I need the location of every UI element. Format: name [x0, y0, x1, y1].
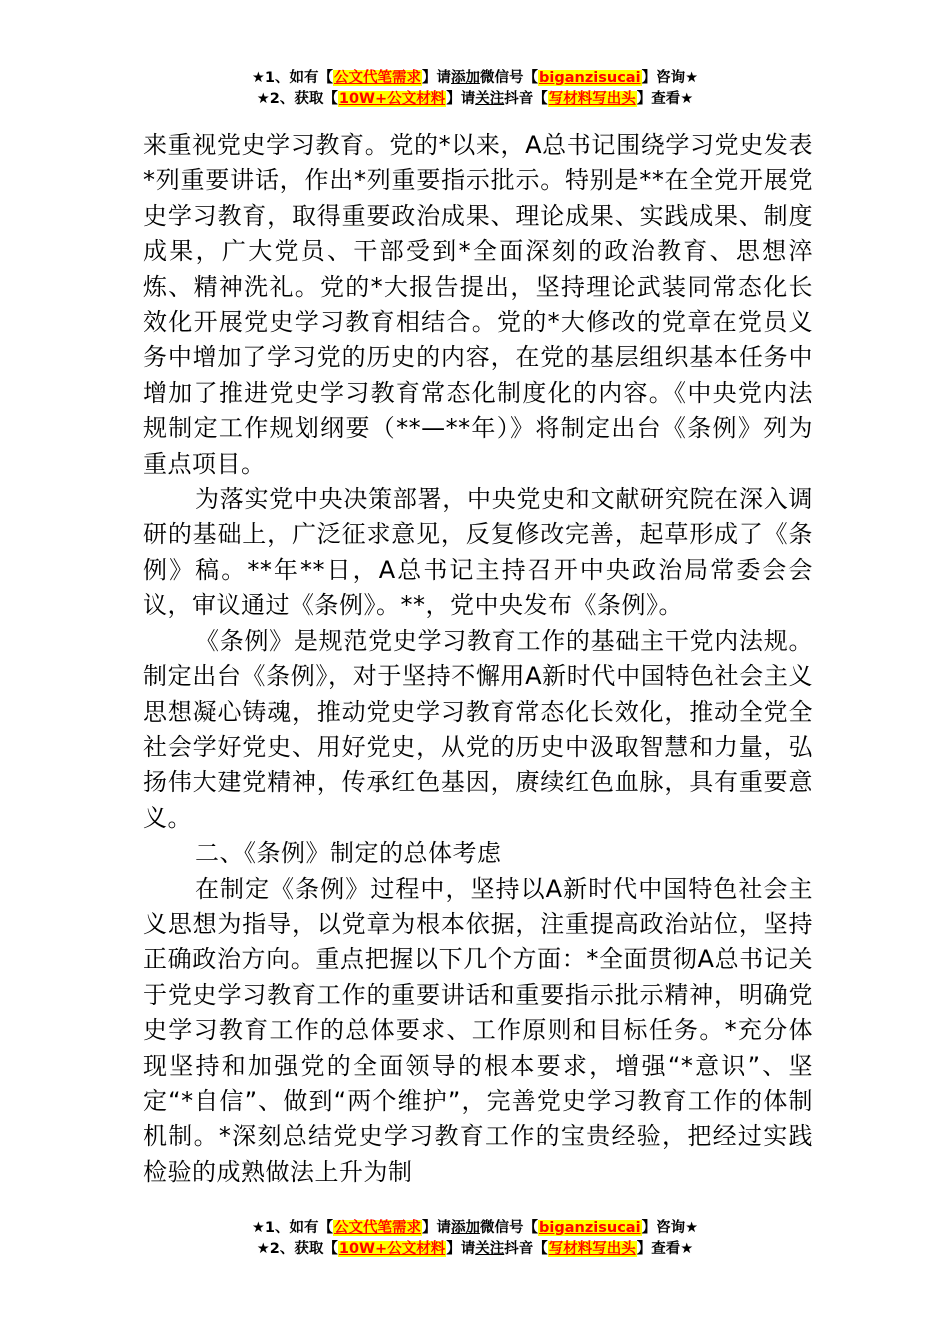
banner-text: ★1、如有【	[251, 1220, 334, 1236]
banner-underlined: 添加	[451, 1220, 481, 1236]
banner-text: 微信号【	[480, 1220, 539, 1236]
banner-text: 】咨询★	[641, 70, 699, 86]
banner-underlined: 添加	[451, 70, 481, 86]
highlight-douyin-account: 写材料写出头	[548, 91, 636, 107]
highlight-service: 公文代笔需求	[334, 1220, 422, 1236]
highlight-wechat-id: biganzisucai	[539, 70, 641, 86]
highlight-service: 公文代笔需求	[334, 70, 422, 86]
highlight-douyin-account: 写材料写出头	[548, 1241, 636, 1257]
banner-text: 】查看★	[636, 91, 694, 107]
paragraph: 来重视党史学习教育。党的*以来，A总书记围绕学习党史发表*列重要讲话，作出*列重要指示批示。特别是**在全党开展党史学习教育，取得重要政治成果、理论成果、实践成果、制度成果，广大党员、干部受到*全面深刻的政治教育、思想淬炼、精神洗礼。党的*大报告提出，坚持理论武装同常态化长效化开展党史学习教育相结合。党的*大修改的党章在党员义务中增加了学习党的历史的内容，在党的基层组织基本任务中增加了推进党史学习教育常态化制度化的内容。《中央党内法规制定工作规划纲要（**—**年）》将制定出台《条例》列为重点项目。	[143, 131, 813, 478]
paragraph: 为落实党中央决策部署，中央党史和文献研究院在深入调研的基础上，广泛征求意见，反复修改完善，起草形成了《条例》稿。**年**日，A总书记主持召开中央政治局常委会会议，审议通过《条例》。**，党中央发布《条例》。	[143, 485, 813, 620]
banner-line-2	[0, 1239, 950, 1260]
banner-underlined: 关注	[475, 1241, 505, 1257]
section-heading: 二、《条例》制定的总体考虑	[195, 839, 502, 868]
banner-text: 】查看★	[636, 1241, 694, 1257]
banner-underlined: 关注	[475, 91, 505, 107]
highlight-wechat-id: biganzisucai	[539, 1220, 641, 1236]
banner-text: 】请	[446, 1241, 476, 1257]
banner-text: 】请	[422, 1220, 452, 1236]
banner-text: 】请	[422, 70, 452, 86]
paragraph: 《条例》是规范党史学习教育工作的基础主干党内法规。制定出台《条例》，对于坚持不懈用A新时代中国特色社会主义思想凝心铸魂，推动党史学习教育常态化长效化，推动全党全社会学好党史、用好党史，从党的历史中汲取智慧和力量，弘扬伟大建党精神，传承红色基因，赓续红色血脉，具有重要意义。	[143, 626, 813, 832]
highlight-materials: 10W+公文材料	[338, 91, 446, 107]
banner-text: 微信号【	[480, 70, 539, 86]
banner-line-1	[0, 68, 950, 89]
banner-text: ★2、获取【	[256, 1241, 338, 1257]
banner-text: 抖音【	[504, 1241, 548, 1257]
banner-text: 】请	[446, 91, 476, 107]
banner-text: 】咨询★	[641, 1220, 699, 1236]
header-banner	[0, 68, 950, 110]
document-body	[143, 128, 813, 1190]
banner-line-2	[0, 89, 950, 110]
banner-text: ★1、如有【	[251, 70, 334, 86]
banner-text: ★2、获取【	[256, 91, 338, 107]
paragraph: 在制定《条例》过程中，坚持以A新时代中国特色社会主义思想为指导，以党章为根本依据，注重提高政治站位，坚持正确政治方向。重点把握以下几个方面：*全面贯彻A总书记关于党史学习教育工作的重要讲话和重要指示批示精神，明确党史学习教育工作的总体要求、工作原则和目标任务。*充分体现坚持和加强党的全面领导的根本要求，增强“*意识”、坚定“*自信”、做到“两个维护”，完善党史学习教育工作的体制机制。*深刻总结党史学习教育工作的宝贵经验，把经过实践检验的成熟做法上升为制	[143, 874, 813, 1186]
footer-banner	[0, 1218, 950, 1260]
banner-line-1	[0, 1218, 950, 1239]
highlight-materials: 10W+公文材料	[338, 1241, 446, 1257]
banner-text: 抖音【	[504, 91, 548, 107]
